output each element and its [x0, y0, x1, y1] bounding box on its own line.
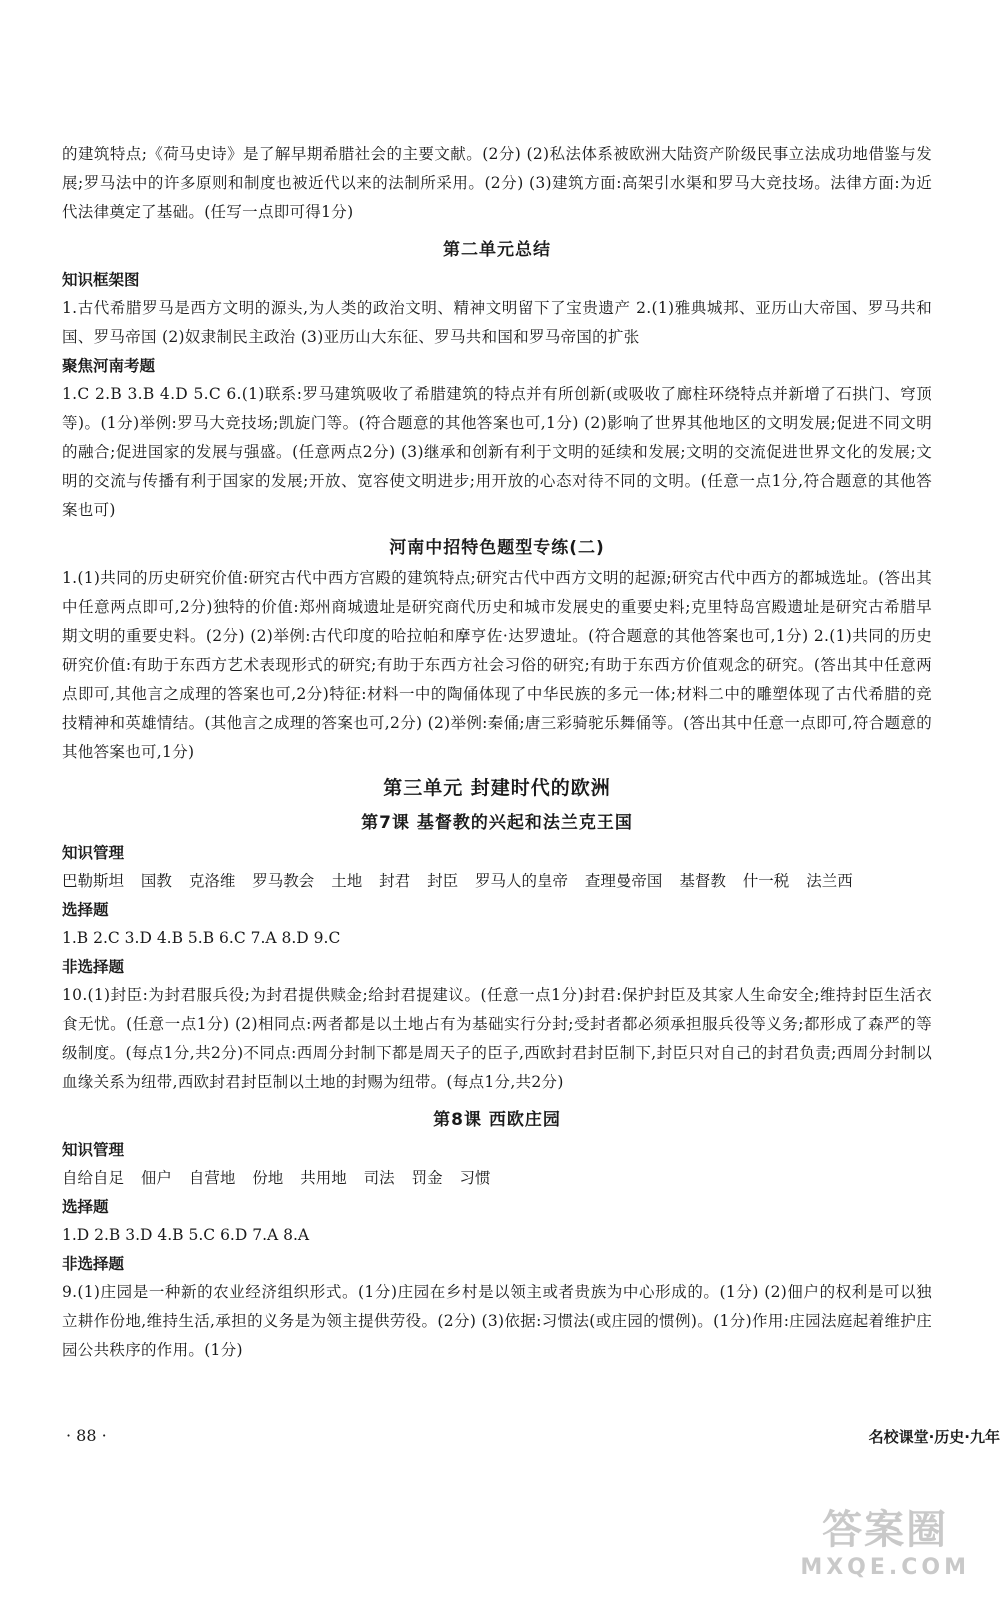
lesson8-nonchoice-label: 非选择题: [62, 1255, 125, 1273]
book-title-footer: 名校课堂·历史·九年: [868, 1428, 1000, 1446]
special-training-title: 河南中招特色题型专练(二): [389, 538, 605, 558]
special-training-text: 1.(1)共同的历史研究价值:研究古代中西方宫殿的建筑特点;研究古代中西方文明的起源;研究古代中西方的都城选址。(答出其中任意两点即可,2分)独特的价值:郑州商城遗址是研究商代历史和城市发展史的重要史料;克里特岛宫殿遗址是研究古希腊早期文明的重要史料。(2分) (2)举例:古代印度的哈拉帕和摩亨佐·达罗遗址。(符合题意的其他答案也可,1分) 2.(1)共同的历史研究价值:有助于东西方艺术表现形式的研究;有助于东西方社会习俗的研究;有助于东西方价值观念的研究。(答出其中任意两点即可,其他言之成理的答案也可,2分)特征:材料一中的陶俑体现了中华民族的多元一体;材料二中的雕塑体现了古代希腊的竞技精神和英雄情结。(其他言之成理的答案也可,2分) (2)举例:秦俑;唐三彩骑驼乐舞俑等。(答出其中任意一点即可,符合题意的其他答案也可,1分): [62, 569, 932, 761]
lesson8-choice-answers: 1.D 2.B 3.D 4.B 5.C 6.D 7.A 8.A: [62, 1226, 310, 1244]
henan-exam-label: 聚焦河南考题: [62, 357, 156, 375]
lesson7-title: 第7课 基督教的兴起和法兰克王国: [361, 813, 633, 833]
lesson8-knowledge-label: 知识管理: [62, 1141, 125, 1159]
watermark-logo: [800, 1498, 970, 1580]
framework-label: 知识框架图: [62, 271, 140, 289]
lesson7-choice-label: 选择题: [62, 901, 109, 919]
watermark-main: 答案圈: [822, 1507, 949, 1553]
unit3-title: 第三单元 封建时代的欧洲: [383, 777, 611, 799]
lesson7-nonchoice-label: 非选择题: [62, 958, 125, 976]
page-number: · 88 ·: [66, 1426, 107, 1445]
page-content: [62, 140, 932, 1365]
lesson7-nonchoice-text: 10.(1)封臣:为封君服兵役;为封君提供赎金;给封君提建议。(任意一点1分)封君:保护封臣及其家人生命安全;维持封臣生活衣食无忧。(任意一点1分) (2)相同点:两者都是以土地占有为基础实行分封;受封者都必须承担服兵役等义务;都形成了森严的等级制度。(每点1分,共2分)不同点:西周分封制下都是周天子的臣子,西欧封君封臣制下,封臣只对自己的封君负责;西周分封制以血缘关系为纽带,西欧封君封臣制以土地的封赐为纽带。(每点1分,共2分): [62, 986, 932, 1091]
lesson7-choice-answers: 1.B 2.C 3.D 4.B 5.B 6.C 7.A 8.D 9.C: [62, 929, 341, 947]
lesson8-terms: 自给自足 佃户 自营地 份地 共用地 司法 罚金 习惯: [62, 1169, 491, 1187]
lesson8-nonchoice-text: 9.(1)庄园是一种新的农业经济组织形式。(1分)庄园在乡村是以领主或者贵族为中心形成的。(1分) (2)佃户的权利是可以独立耕作份地,维持生活,承担的义务是为领主提供劳役。(2分) (3)依据:习惯法(或庄园的惯例)。(1分)作用:庄园法庭起着维护庄园公共秩序的作用。(1分): [62, 1283, 932, 1359]
unit2-summary-title: 第二单元总结: [443, 240, 551, 260]
henan-exam-text: 1.C 2.B 3.B 4.D 5.C 6.(1)联系:罗马建筑吸收了希腊建筑的特点并有所创新(或吸收了廊柱环绕特点并新增了石拱门、穹顶等)。(1分)举例:罗马大竞技场;凯旋门等。(符合题意的其他答案也可,1分) (2)影响了世界其他地区的文明发展;促进不同文明的融合;促进国家的发展与强盛。(任意两点2分) (3)继承和创新有利于文明的延续和发展;文明的交流促进世界文化的发展;文明的交流与传播有利于国家的发展;开放、宽容使文明进步;用开放的心态对待不同的文明。(任意一点1分,符合题意的其他答案也可): [62, 385, 932, 519]
watermark-url: MXQE.COM: [800, 1555, 970, 1580]
continued-answer-block: 的建筑特点;《荷马史诗》是了解早期希腊社会的主要文献。(2分) (2)私法体系被欧洲大陆资产阶级民事立法成功地借鉴与发展;罗马法中的许多原则和制度也被近代以来的法制所采用。(2分) (3)建筑方面:高架引水渠和罗马大竞技场。法律方面:为近代法律奠定了基础。(任写一点即可得1分): [62, 145, 932, 221]
lesson8-choice-label: 选择题: [62, 1198, 109, 1216]
framework-text: 1.古代希腊罗马是西方文明的源头,为人类的政治文明、精神文明留下了宝贵遗产 2.(1)雅典城邦、亚历山大帝国、罗马共和国、罗马帝国 (2)奴隶制民主政治 (3)亚历山大东征、罗马共和国和罗马帝国的扩张: [62, 299, 932, 346]
lesson7-terms: 巴勒斯坦 国教 克洛维 罗马教会 土地 封君 封臣 罗马人的皇帝 查理曼帝国 基督教 什一税 法兰西: [62, 872, 853, 890]
lesson8-title: 第8课 西欧庄园: [433, 1110, 561, 1130]
lesson7-knowledge-label: 知识管理: [62, 844, 125, 862]
